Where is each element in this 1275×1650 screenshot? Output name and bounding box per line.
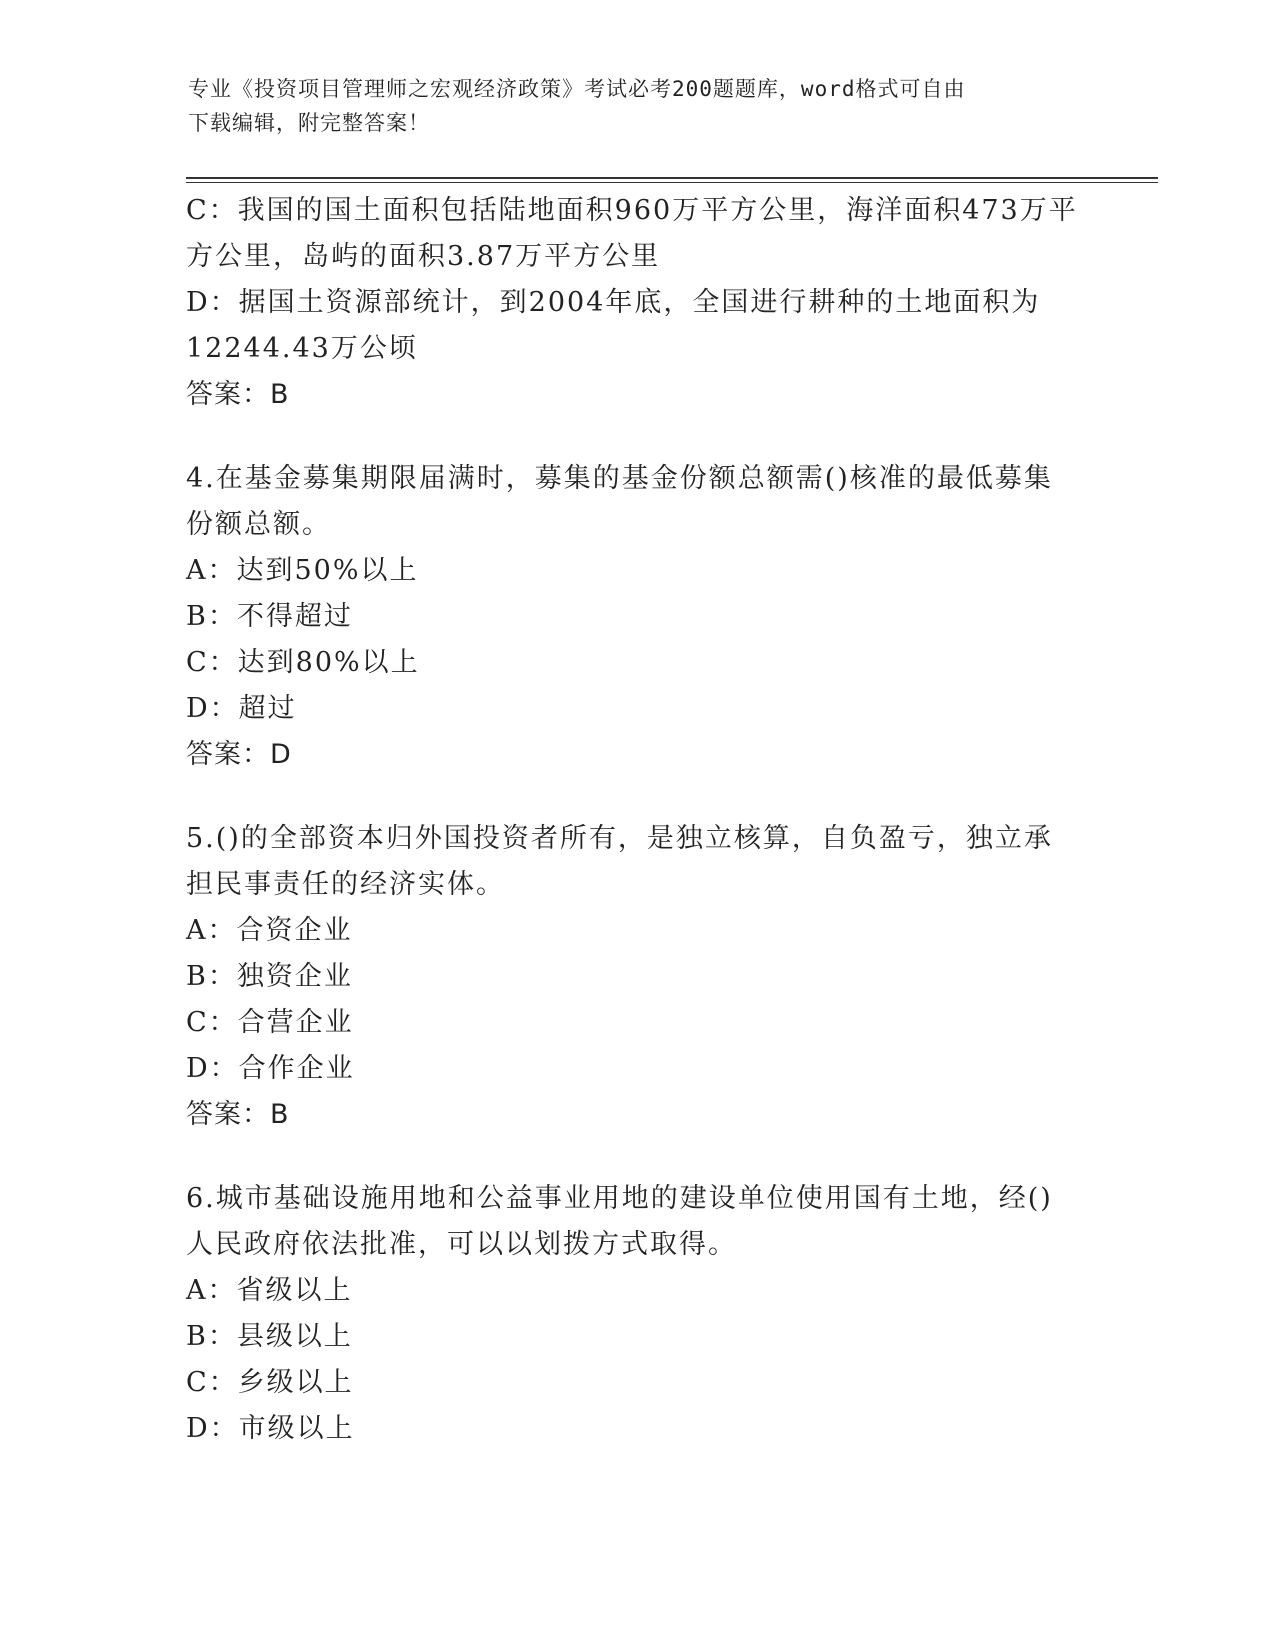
- option-d: D：超过: [186, 693, 297, 724]
- header-title-line-2: 下载编辑，附完整答案！: [188, 111, 430, 135]
- option-c-line-2: 方公里，岛屿的面积3.87万平方公里: [186, 241, 661, 272]
- question-5: [186, 816, 1086, 1138]
- question-stem-line-1: 5.()的全部资本归外国投资者所有，是独立核算，自负盈亏，独立承: [186, 823, 1053, 854]
- option-b: B：独资企业: [186, 961, 353, 992]
- option-c-line-1: C：我国的国土面积包括陆地面积960万平方公里，海洋面积473万平: [186, 195, 1078, 226]
- spacer: [186, 1138, 1086, 1176]
- answer-label: 答案：D: [186, 739, 292, 770]
- header-divider-thin: [186, 182, 1158, 183]
- header-divider-thick: [186, 177, 1158, 179]
- option-d: D：市级以上: [186, 1413, 355, 1444]
- question-stem-line-1: 4.在基金募集期限届满时，募集的基金份额总额需()核准的最低募集: [186, 463, 1053, 494]
- header-title-line-1: 专业《投资项目管理师之宏观经济政策》考试必考200题题库，word格式可自由: [188, 77, 966, 101]
- question-4: [186, 456, 1086, 778]
- question-3-tail: [186, 188, 1086, 418]
- option-c: C：达到80%以上: [186, 647, 420, 678]
- option-a: A：达到50%以上: [186, 555, 419, 586]
- option-d-line-2: 12244.43万公顷: [186, 333, 418, 364]
- answer-label: 答案：B: [186, 1099, 290, 1130]
- option-c: C：乡级以上: [186, 1367, 354, 1398]
- question-stem-line-1: 6.城市基础设施用地和公益事业用地的建设单位使用国有土地，经(): [186, 1183, 1053, 1214]
- question-content: [186, 188, 1086, 1452]
- option-a: A：省级以上: [186, 1275, 353, 1306]
- spacer: [186, 778, 1086, 816]
- question-stem-line-2: 份额总额。: [186, 509, 331, 540]
- page-header: [188, 72, 1088, 140]
- option-d: D：合作企业: [186, 1053, 355, 1084]
- option-b: B：县级以上: [186, 1321, 353, 1352]
- spacer: [186, 418, 1086, 456]
- option-a: A：合资企业: [186, 915, 353, 946]
- question-stem-line-2: 担民事责任的经济实体。: [186, 869, 505, 900]
- question-stem-line-2: 人民政府依法批准，可以以划拨方式取得。: [186, 1229, 737, 1260]
- option-c: C：合营企业: [186, 1007, 354, 1038]
- answer-label: 答案：B: [186, 379, 290, 410]
- option-d-line-1: D：据国土资源部统计，到2004年底，全国进行耕种的土地面积为: [186, 287, 1041, 318]
- question-6: [186, 1176, 1086, 1452]
- option-b: B：不得超过: [186, 601, 353, 632]
